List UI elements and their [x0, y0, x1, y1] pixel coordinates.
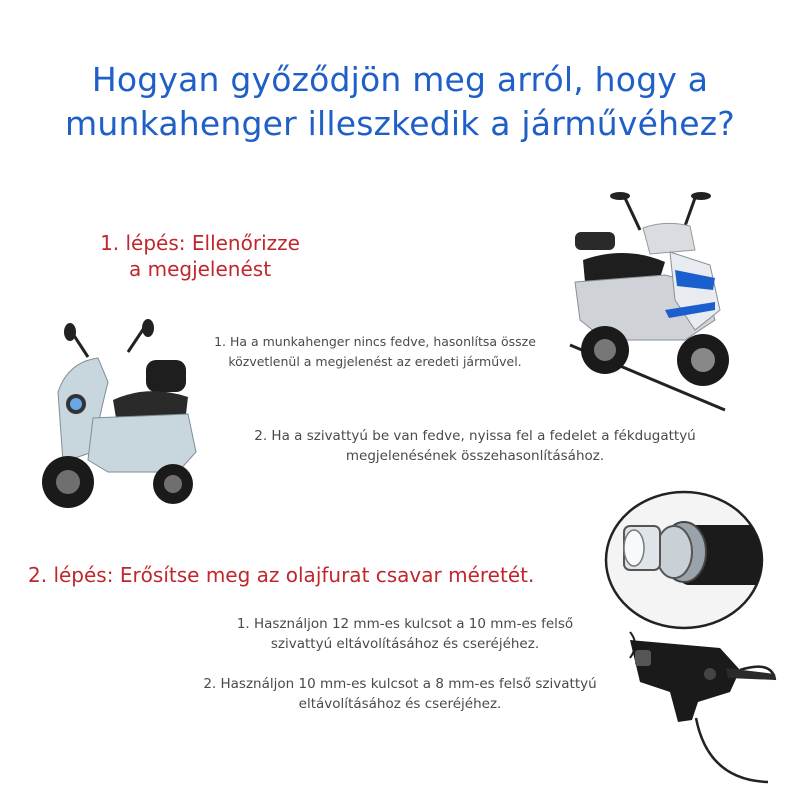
step2-heading: 2. lépés: Erősítse meg az olajfurat csavar méretét.: [28, 563, 535, 587]
step2-note-2-line-1: 2. Használjon 10 mm-es kulcsot a 8 mm-es felső szivattyú: [203, 676, 597, 692]
step1-note-1-line-2: közvetlenül a megjelenést az eredeti járművel.: [228, 354, 522, 369]
step1-heading-line-2: a megjelenést: [128, 257, 272, 281]
step1-note-2: [210, 426, 740, 466]
brake-pump-image: [600, 630, 780, 790]
step1-heading: [60, 230, 340, 282]
title-line-1: Hogyan győződjön meg arról, hogy a: [91, 60, 709, 99]
step2-note-1-line-1: 1. Használjon 12 mm-es kulcsot a 10 mm-es felső: [236, 616, 574, 632]
step1-heading-line-1: 1. lépés: Ellenőrizze: [100, 231, 300, 255]
step1-note-1: [190, 332, 560, 372]
scooter-right-image: [565, 190, 735, 410]
step2-note-2: [160, 674, 640, 714]
step1-note-1-line-1: 1. Ha a munkahenger nincs fedve, hasonlítsa össze: [214, 334, 536, 349]
step2-note-2-line-2: eltávolításához és cseréjéhez.: [298, 696, 502, 712]
bolt-closeup-image: [604, 490, 764, 630]
page-title: [0, 58, 800, 146]
scooter-left-image: [38, 322, 198, 512]
title-line-2: munkahenger illeszkedik a járművéhez?: [65, 104, 735, 143]
step2-note-1-line-2: szivattyú eltávolításához és cseréjéhez.: [270, 636, 540, 652]
step2-note-1: [180, 614, 630, 654]
step1-note-2-line-1: 2. Ha a szivattyú be van fedve, nyissa fel a fedelet a fékdugattyú: [254, 428, 696, 444]
step1-note-2-line-2: megjelenésének összehasonlításához.: [345, 448, 605, 464]
